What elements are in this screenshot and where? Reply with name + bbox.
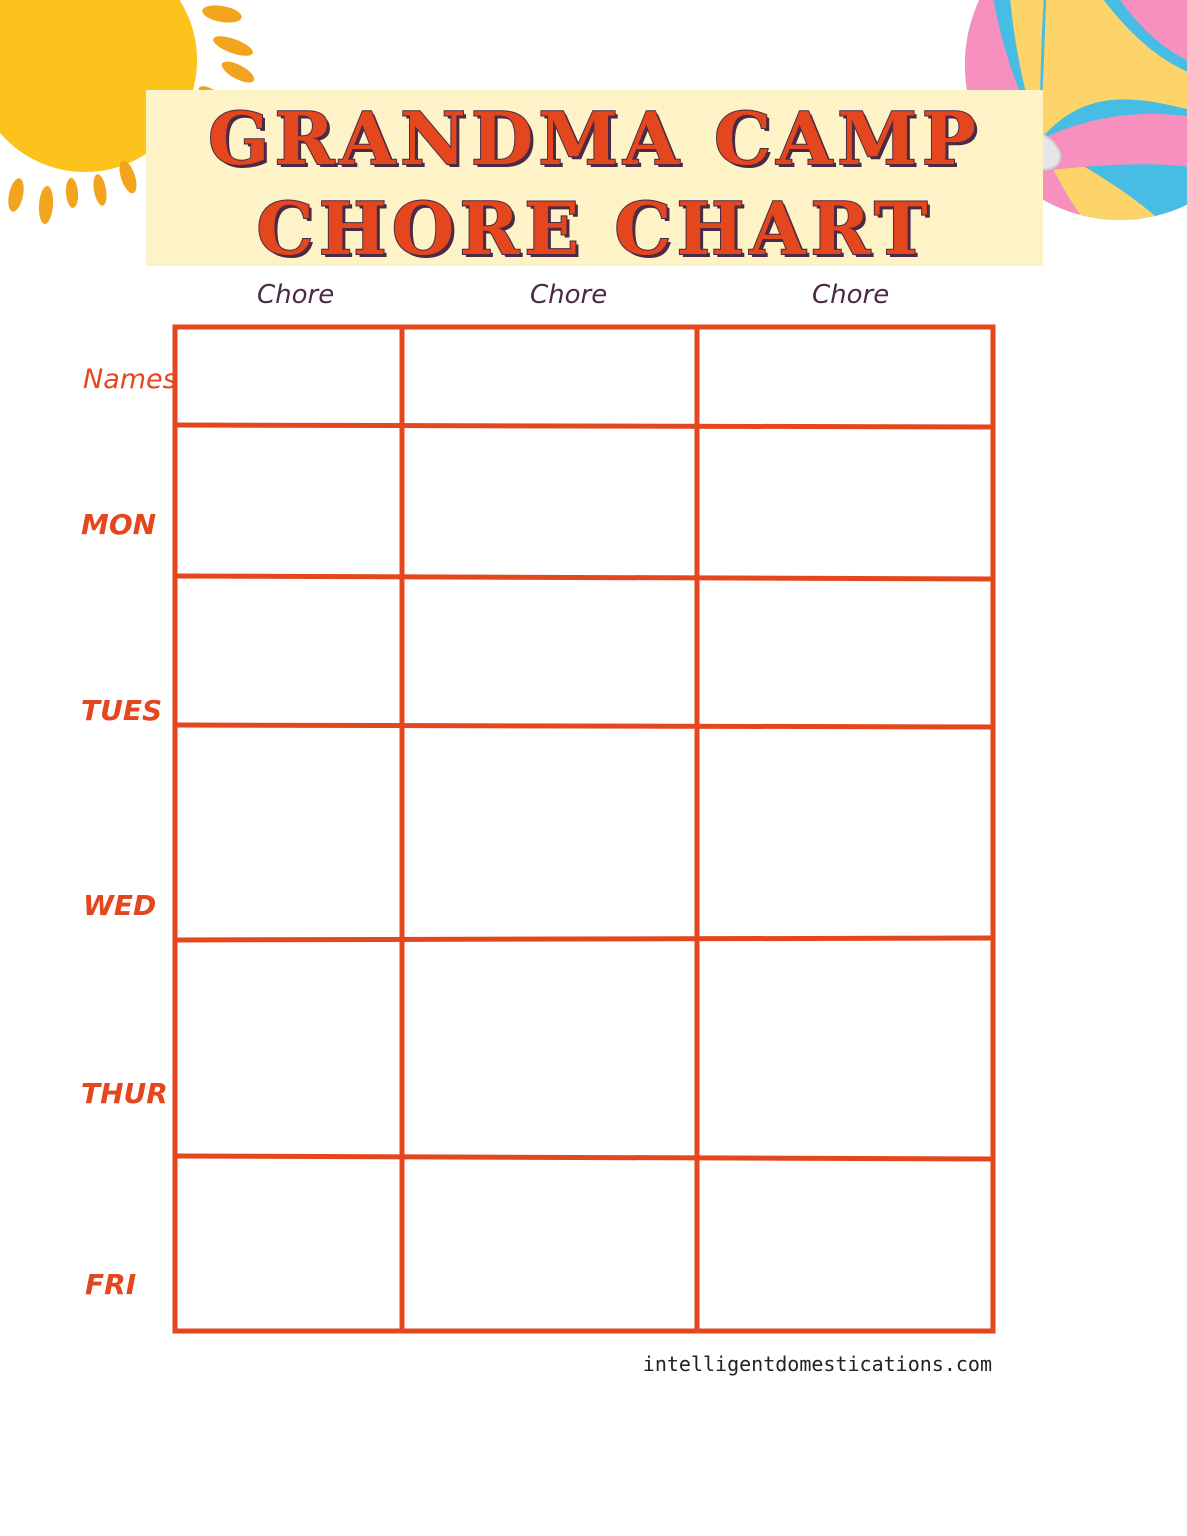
row-label-thur: THUR <box>81 1077 168 1110</box>
column-header-chore-1: Chore <box>257 280 335 310</box>
page-title-line-1: GRANDMA CAMP <box>207 96 982 181</box>
footer-website: intelligentdomestications.com <box>642 1352 992 1376</box>
row-label-mon: MON <box>81 508 157 541</box>
grid-row-divider-1 <box>175 425 993 427</box>
row-label-wed: WED <box>83 889 157 922</box>
row-label-fri: FRI <box>85 1268 137 1301</box>
grid-row-divider-2 <box>175 576 993 579</box>
row-label-tues: TUES <box>81 694 163 727</box>
grid-outer-border <box>175 327 993 1331</box>
grid-row-divider-5 <box>175 1156 993 1159</box>
grid-row-divider-4 <box>175 938 993 940</box>
page-title-line-2: CHORE CHART <box>256 186 933 271</box>
column-header-chore-2: Chore <box>530 280 608 310</box>
column-header-chore-3: Chore <box>812 280 890 310</box>
grid-row-divider-3 <box>175 725 993 727</box>
row-label-names: Names <box>83 364 177 395</box>
